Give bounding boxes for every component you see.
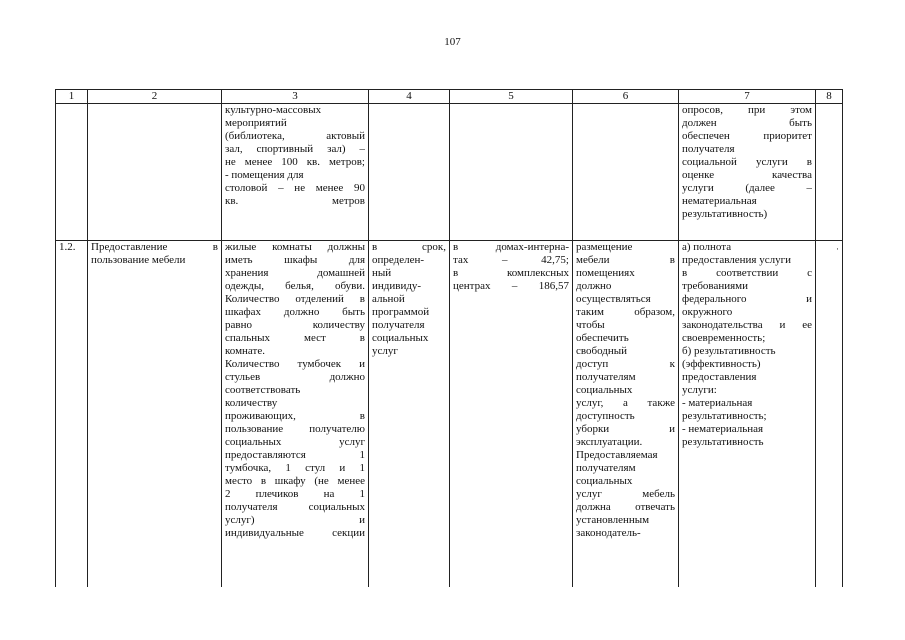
cell-text-line: равно количеству [225,319,365,331]
cell-text-line: своевременность; [682,332,766,344]
cell-text-line: - помещения для [225,169,304,181]
cell-text-line: получателям [576,371,636,383]
cell-text-line: столовой – не менее 90 [225,182,365,194]
margin-mark: · [836,244,839,254]
cell-text-line: место в шкафу (не менее [225,475,365,487]
cell-text-line: б) результативность [682,345,776,357]
cell-text-line: получателя [372,319,425,331]
cell-text-line: должен быть [682,117,812,129]
cell-text-line: 2 плечиков на 1 [225,488,365,500]
cell-text-line: законодатель- [576,527,641,539]
cell-text-line: спальных мест в [225,332,365,344]
cell-text-line: - нематериальная [682,423,764,435]
row-number-cell: 1.2. [56,241,88,588]
cell-text-line: обеспечить [576,332,629,344]
cell-text-line: Количество отделений в [225,293,365,305]
cell-text-line: размещение [576,241,633,253]
table-cell [56,104,88,241]
header-cell: 6 [573,90,679,104]
cell-text-line: опросов, при этом [682,104,812,116]
service-name-cell [88,241,222,588]
cell-text-line: получателя социальных [225,501,365,513]
table-row-continuation [56,104,843,241]
cell-text-line: осуществляться [576,293,651,305]
cell-text-line: - материальная [682,397,753,409]
cell-text-line: тумбочка, 1 стул и 1 [225,462,365,474]
cell-text-line: услуги: [682,384,717,396]
cell-text-line: требованиями [682,280,749,292]
cell-text-line: альной [372,293,405,305]
cell-text-line: жилые комнаты должны [225,241,365,253]
cell-text-line: результативность [682,436,764,448]
cell-text-line: иметь шкафы для [225,254,365,266]
cell-text-line: ный [372,267,392,279]
table-header-row [56,90,843,104]
header-cell: 5 [450,90,573,104]
quality-indicators-cell [679,241,816,588]
term-cell [369,241,450,588]
cell-text-line: Предоставление в [91,241,218,253]
cell-text-line: в соответствии с [682,267,812,279]
table-cell [573,104,679,241]
cell-text-line: зал, спортивный зал) – [225,143,365,155]
cell-text-line: федерального и [682,293,812,305]
cell-text-line: чтобы [576,319,605,331]
cell-text-line: соответствовать [225,384,301,396]
cell-text-line: в домах-интерна- [453,241,569,253]
cell-text-line: установленным [576,514,650,526]
cell-text-line: услуг мебель [576,488,675,500]
cell-text-line: Количество тумбочек и [225,358,365,370]
cell-text-line: результативность) [682,208,768,220]
cell-text-line: эксплуатации. [576,436,643,448]
cell-text-line: услуги (далее – [682,182,812,194]
cell-text-line: хранения домашней [225,267,365,279]
cell-text-line: доступность [576,410,635,422]
cell-text-line: предоставления услуги [682,254,791,266]
header-cell: 3 [222,90,369,104]
cell-text-line: предоставляются 1 [225,449,365,461]
table-cell [816,104,843,241]
cont-requirements-cell [222,104,369,241]
requirements-cell [222,241,369,588]
cell-text-line: одежды, белья, обуви. [225,280,365,292]
cell-text-line: услуг) и [225,514,365,526]
cell-text-line: должна отвечать [576,501,675,513]
cell-text-line: должно [576,280,612,292]
header-cell: 2 [88,90,222,104]
cell-text-line: обеспечен приоритет [682,130,812,142]
table-cell [369,104,450,241]
cell-text-line: социальной услуги в [682,156,812,168]
cell-text-line: доступ к [576,358,675,370]
table-row-1-2 [56,241,843,588]
cell-text-line: оценке качества [682,169,812,181]
header-cell: 4 [369,90,450,104]
cell-text-line: стульев должно [225,371,365,383]
cell-text-line: проживающих, в [225,410,365,422]
cell-text-line: в комплексных [453,267,569,279]
cell-text-line: определен- [372,254,425,266]
cell-text-line: в срок, [372,241,446,253]
cell-text-line: уборки и [576,423,675,435]
cell-text-line: Предоставляемая [576,449,658,461]
cell-text-line: получателям [576,462,636,474]
cell-text-line: получателя [682,143,735,155]
page-number: 107 [444,36,461,48]
cell-text-line: мебели в [576,254,675,266]
cell-text-line: нематериальная [682,195,757,207]
cell-text-line: социальных [576,475,633,487]
cell-text-line: помещениях [576,267,635,279]
cell-text-line: социальных [372,332,429,344]
cell-text-line: центрах – 186,57 [453,280,569,292]
cell-text-line: кв. метров [225,195,365,207]
header-cell: 8 [816,90,843,104]
cell-text-line: комнате. [225,345,265,357]
cell-text-line: а) полнота [682,241,732,253]
cell-text-line: результативность; [682,410,767,422]
cell-text-line: (библиотека, актовый [225,130,365,142]
cell-text-line: социальных услуг [225,436,365,448]
cell-text-line: шкафах должно быть [225,306,365,318]
cell-text-line: законодательства и ее [682,319,812,331]
cell-text-line: (эффективность) [682,358,761,370]
cell-text-line: культурно-массовых [225,104,322,116]
table-cell [450,104,573,241]
cell-text-line: услуг [372,345,398,357]
cell-text-line: индивидуальные секции [225,527,365,539]
cell-text-line: количеству [225,397,278,409]
cont-quality-cell [679,104,816,241]
cell-text-line: пользование получателю [225,423,365,435]
tariff-cell [450,241,573,588]
cell-text-line: социальных [576,384,633,396]
cell-text-line: пользование мебели [91,254,186,266]
cell-text-line: индивиду- [372,280,422,292]
cell-text-line: программой [372,306,430,318]
cell-text-line: услуг, а также [576,397,675,409]
conditions-cell [573,241,679,588]
table-cell [88,104,222,241]
document-table [55,89,843,587]
cell-text-line: свободный [576,345,628,357]
header-cell: 7 [679,90,816,104]
cell-text-line: мероприятий [225,117,287,129]
cell-text-line: тах – 42,75; [453,254,569,266]
cell-text-line: предоставления [682,371,757,383]
header-cell: 1 [56,90,88,104]
cell-text-line: окружного [682,306,733,318]
table-cell [816,241,843,588]
cell-text-line: не менее 100 кв. метров; [225,156,365,168]
cell-text-line: таким образом, [576,306,675,318]
